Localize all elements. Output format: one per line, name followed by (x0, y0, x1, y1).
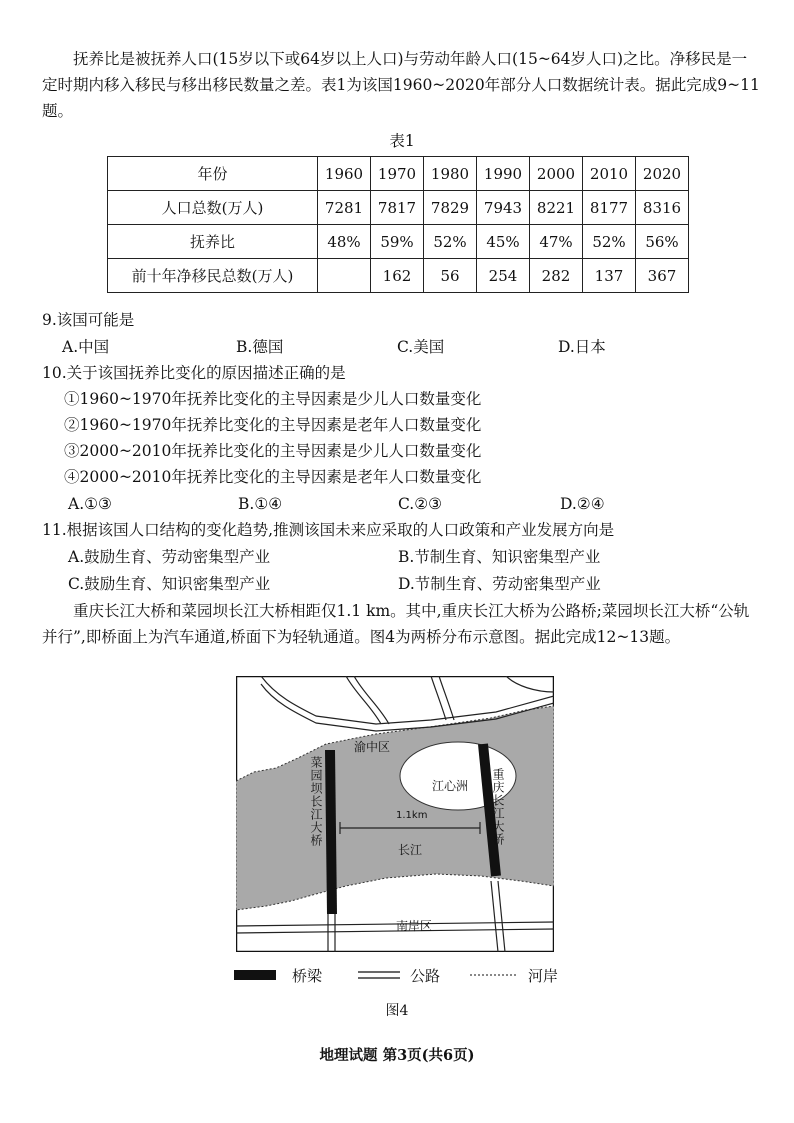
table-cell: 8316 (636, 191, 689, 225)
table-cell: 52% (424, 225, 477, 259)
table-cell: 56% (636, 225, 689, 259)
table-cell (318, 259, 371, 293)
question-11-option-b[interactable]: B.节制生育、知识密集型产业 (398, 548, 601, 566)
question-9-stem: 9.该国可能是 (42, 311, 135, 329)
table-cell: 52% (583, 225, 636, 259)
table-cell: 人口总数(万人) (108, 191, 318, 225)
legend-bridge-label: 桥梁 (292, 967, 323, 985)
population-table (107, 156, 689, 293)
question-10-item: ②1960~1970年抚养比变化的主导因素是老年人口数量变化 (64, 416, 482, 434)
label-bridge-caiyuanba: 菜园坝长江大桥 (309, 756, 323, 847)
label-island: 江心洲 (432, 779, 469, 793)
table-header-cell: 2010 (583, 157, 636, 191)
table-cell: 56 (424, 259, 477, 293)
table-cell: 7281 (318, 191, 371, 225)
table-cell: 7829 (424, 191, 477, 225)
question-10-option-a[interactable]: A.①③ (68, 495, 112, 513)
table-header-cell: 2020 (636, 157, 689, 191)
question-11-option-c[interactable]: C.鼓励生育、知识密集型产业 (68, 575, 271, 593)
table-cell: 前十年净移民总数(万人) (108, 259, 318, 293)
question-11-stem: 11.根据该国人口结构的变化趋势,推测该国未来应采取的人口政策和产业发展方向是 (42, 521, 615, 539)
bridge-map (236, 676, 554, 952)
legend-road-label: 公路 (410, 967, 441, 985)
table-header-cell: 1970 (371, 157, 424, 191)
question-10-item: ③2000~2010年抚养比变化的主导因素是少儿人口数量变化 (64, 442, 482, 460)
question-9-option-c[interactable]: C.美国 (397, 338, 445, 356)
question-9-option-a[interactable]: A.中国 (62, 338, 110, 356)
intro-passage-1: 抚养比是被抚养人口(15岁以下或64岁以上人口)与劳动年龄人口(15~64岁人口)之比。净移民是一定时期内移入移民与移出移民数量之差。表1为该国1960~2020年部分人口数据统计表。据此完成9~11题。 (42, 50, 760, 120)
page-footer: 地理试题 第3页(共6页) (319, 1047, 475, 1064)
table-cell: 8177 (583, 191, 636, 225)
table-row (108, 259, 689, 293)
question-10-option-c[interactable]: C.②③ (398, 495, 443, 513)
label-bridge-chongqing: 重庆长江大桥 (491, 768, 505, 846)
table-header-cell: 1980 (424, 157, 477, 191)
table-title: 表1 (389, 132, 415, 150)
question-10-item: ④2000~2010年抚养比变化的主导因素是老年人口数量变化 (64, 468, 482, 486)
bridge-map-svg (236, 676, 554, 952)
map-legend (234, 966, 574, 993)
table-cell: 7817 (371, 191, 424, 225)
question-10-option-b[interactable]: B.①④ (238, 495, 283, 513)
question-11-option-d[interactable]: D.节制生育、劳动密集型产业 (398, 575, 601, 593)
table-cell: 162 (371, 259, 424, 293)
bridge-caiyuanba (330, 750, 332, 914)
table-header-cell: 年份 (108, 157, 318, 191)
figure-caption: 图4 (385, 1003, 409, 1019)
label-river: 长江 (398, 843, 423, 857)
table-header-cell: 2000 (530, 157, 583, 191)
table-cell: 8221 (530, 191, 583, 225)
table-row (108, 225, 689, 259)
table-cell: 47% (530, 225, 583, 259)
table-cell: 254 (477, 259, 530, 293)
table-cell: 282 (530, 259, 583, 293)
table-header-cell: 1990 (477, 157, 530, 191)
table-cell: 45% (477, 225, 530, 259)
table-cell: 7943 (477, 191, 530, 225)
question-9-option-b[interactable]: B.德国 (236, 338, 284, 356)
table-cell: 59% (371, 225, 424, 259)
question-10-item: ①1960~1970年抚养比变化的主导因素是少儿人口数量变化 (64, 390, 482, 408)
table-header-cell: 1960 (318, 157, 371, 191)
table-cell: 抚养比 (108, 225, 318, 259)
question-10-stem: 10.关于该国抚养比变化的原因描述正确的是 (42, 364, 346, 382)
table-row (108, 191, 689, 225)
legend-svg (234, 966, 574, 988)
table-header-row (108, 157, 689, 191)
intro-passage-2: 重庆长江大桥和菜园坝长江大桥相距仅1.1 km。其中,重庆长江大桥为公路桥;菜园坝长江大桥“公轨并行”,即桥面上为汽车通道,桥面下为轻轨通道。图4为两桥分布示意图。据此完成12~13题。 (42, 602, 750, 646)
question-11-option-a[interactable]: A.鼓励生育、劳动密集型产业 (68, 548, 271, 566)
label-distance: 1.1km (396, 810, 428, 821)
table-cell: 137 (583, 259, 636, 293)
legend-bank-label: 河岸 (528, 967, 559, 985)
table-cell: 367 (636, 259, 689, 293)
legend-bridge-swatch (234, 970, 276, 980)
question-10-option-d[interactable]: D.②④ (560, 495, 605, 513)
label-yuzhong: 渝中区 (354, 740, 391, 754)
table-cell: 48% (318, 225, 371, 259)
question-9-option-d[interactable]: D.日本 (558, 338, 606, 356)
label-nanan: 南岸区 (396, 919, 433, 933)
